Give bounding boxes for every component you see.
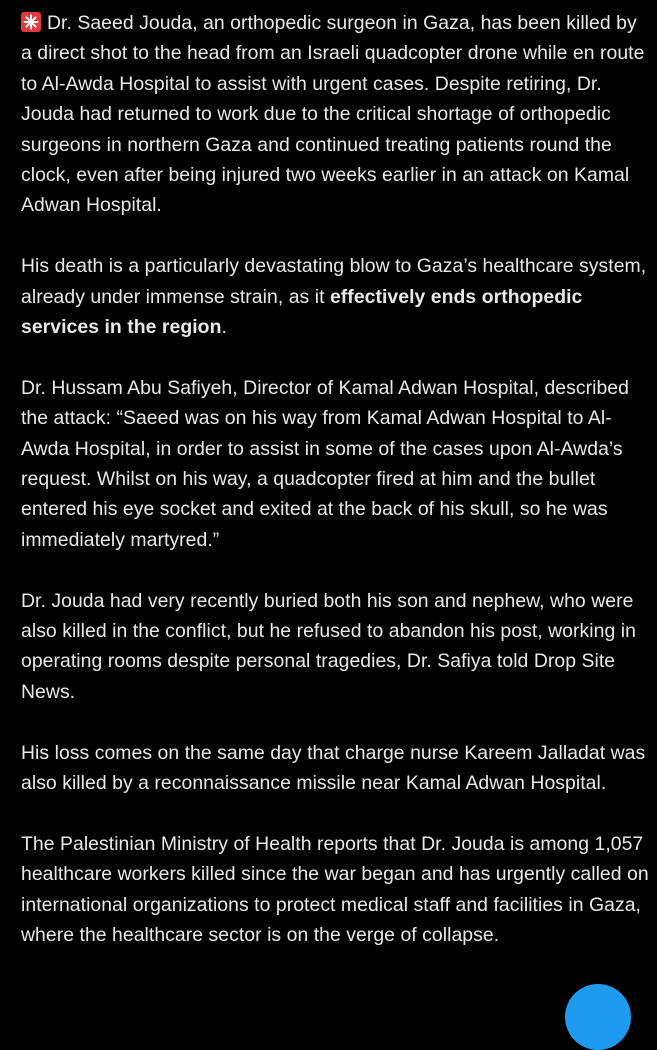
rotating-light-icon [21,11,41,31]
post-text [21,8,651,981]
paragraph-2-start: His death is a particularly devastating blow to Gaza’s healthcare system, already under immense strain, as it [21,255,647,308]
paragraph-3: Dr. Hussam Abu Safiyeh, Director of Kamal Adwan Hospital, described the attack: “Saeed was on his way from Kamal Adwan Hospital to Al-Awda Hospital, in order to assist in some of the cases upon Al-Awda’s request. Whilst on his way, a quadcopter fired at him and the bullet entered his eye socket and exited at the back of his skull, so he was immediately martyred.” [21,376,629,551]
paragraph-1 [21,8,651,221]
paragraph-2 [21,251,651,342]
paragraph-2-end: . [221,316,227,339]
compose-button[interactable] [565,984,631,1050]
paragraph-2-bold: effectively ends orthopedic services in the region [21,285,583,339]
paragraph-4: Dr. Jouda had very recently buried both his son and nephew, who were also killed in the conflict, but he refused to abandon his post, working in operating rooms despite personal tragedies, Dr. Safiya told Drop Site News. [21,589,636,703]
paragraph-1-text: Dr. Saeed Jouda, an orthopedic surgeon in Gaza, has been killed by a direct shot to the head from an Israeli quadcopter drone while en route to Al-Awda Hospital to assist with urgent cases. Despite retiring, Dr. Jouda had returned to work due to the critical shortage of orthopedic surgeons in northern Gaza and continued treating patients round the clock, even after being injured two weeks earlier in an attack on Kamal Adwan Hospital. [21,12,645,217]
paragraph-5: His loss comes on the same day that charge nurse Kareem Jalladat was also killed by a reconnaissance missile near Kamal Adwan Hospital. [21,741,646,795]
paragraph-6: The Palestinian Ministry of Health reports that Dr. Jouda is among 1,057 healthcare workers killed since the war began and has urgently called on international organizations to protect medical staff and facilities in Gaza, where the healthcare sector is on the verge of collapse. [21,832,649,947]
